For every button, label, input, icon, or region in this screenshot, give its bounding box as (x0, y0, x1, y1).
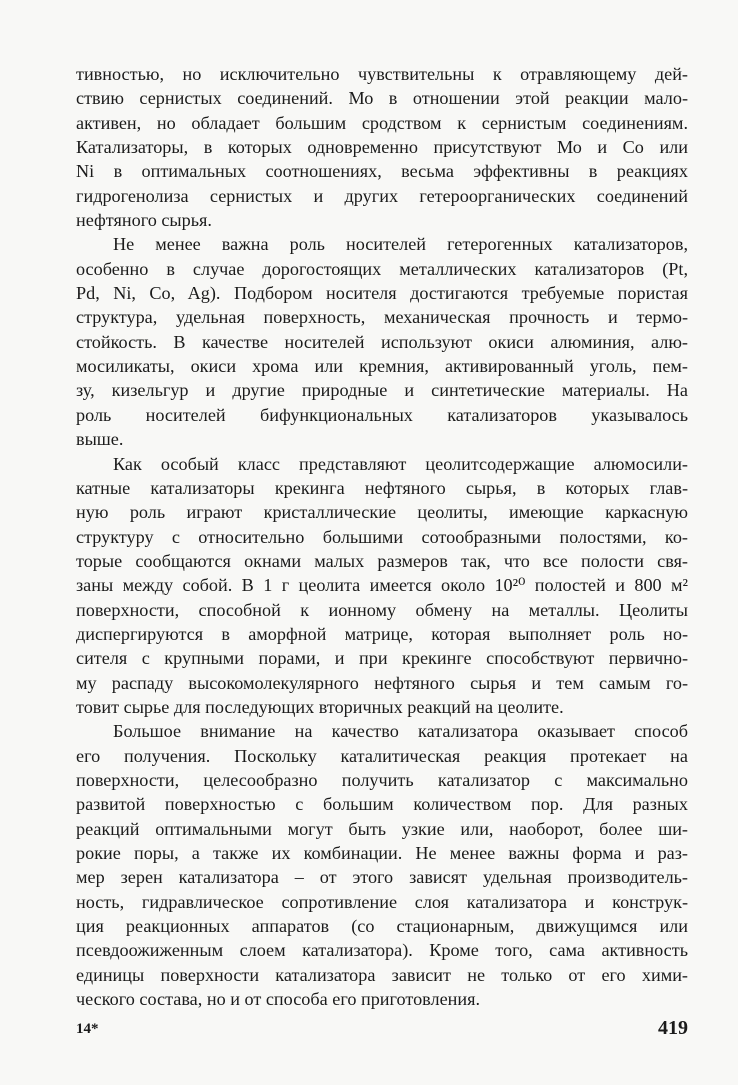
paragraph (76, 719, 688, 1011)
page-number: 419 (658, 1017, 688, 1039)
text-line: сителя с крупными порами, и при крекинге способствуют первично- (76, 648, 688, 669)
text-line: развитой поверхностью с большим количеством пор. Для разных (76, 794, 688, 815)
text-line: стойкость. В качестве носителей используют окиси алюминия, алю- (76, 331, 688, 352)
text-line: торые сообщаются окнами малых размеров так, что все полости свя- (76, 550, 688, 571)
text-line: активен, но обладает большим сродством к сернистым соединениям. (76, 112, 688, 133)
text-line: мосиликаты, окиси хрома или кремния, активированный уголь, пем- (76, 356, 688, 377)
paragraph (76, 62, 688, 232)
text-line: Большое внимание на качество катализатора оказывает способ (113, 721, 688, 742)
text-line: структура, удельная поверхность, механическая прочность и термо- (76, 307, 688, 328)
paragraph (76, 232, 688, 451)
text-line: мер зерен катализатора – от этого зависят удельная производитель- (76, 867, 688, 888)
text-line: его получения. Поскольку каталитическая реакция протекает на (76, 745, 688, 766)
text-line: поверхности, целесообразно получить катализатор с максимально (76, 769, 688, 790)
text-line: зу, кизельгур и другие природные и синтетические материалы. На (76, 380, 688, 401)
text-line: реакций оптимальными могут быть узкие или, наоборот, более ши- (76, 818, 688, 839)
text-line: тивностью, но исключительно чувствительны к отравляющему дей- (76, 64, 688, 84)
text-line: Pd, Ni, Co, Ag). Подбором носителя достигаются требуемые пористая (76, 283, 688, 304)
text-line: структуру с относительно большими сотообразными полостями, ко- (76, 526, 688, 547)
text-line: Ni в оптимальных соотношениях, весьма эффективны в реакциях (76, 161, 688, 182)
text-line: Катализаторы, в которых одновременно присутствуют Мо и Со или (76, 137, 688, 158)
text-line: катные катализаторы крекинга нефтяного сырья, в которых глав- (76, 477, 688, 498)
text-line: нефтяного сырья. (76, 210, 212, 231)
text-line: рокие поры, а также их комбинации. Не менее важны форма и раз- (76, 843, 688, 863)
text-line: ствию сернистых соединений. Мо в отношении этой реакции мало- (76, 88, 688, 109)
text-line: ческого состава, но и от способа его приготовления. (76, 989, 481, 1010)
text-line: ция реакционных аппаратов (со стационарным, движущимся или (76, 916, 688, 937)
text-line: ную роль играют кристаллические цеолиты, имеющие каркасную (76, 502, 688, 523)
text-line: товит сырье для последующих вторичных реакций на цеолите. (76, 696, 564, 717)
page-footer (76, 1019, 688, 1049)
text-line: псевдоожиженным слоем катализатора). Кроме того, сама активность (76, 940, 688, 961)
text-line: роль носителей бифункциональных катализаторов указывалось (76, 404, 688, 425)
text-line: выше. (76, 429, 124, 450)
text-line: заны между собой. В 1 г цеолита имеется около 10²⁰ полостей и 800 м² (76, 575, 688, 596)
text-line: Как особый класс представляют цеолитсодержащие алюмосили- (113, 453, 688, 474)
text-line: особенно в случае дорогостоящих металлических катализаторов (Pt, (76, 258, 688, 279)
body-text (76, 62, 688, 1011)
text-line: ность, гидравлическое сопротивление слоя катализатора и конструк- (76, 891, 688, 912)
signature-mark: 14* (76, 1021, 99, 1037)
text-line: му распаду высокомолекулярного нефтяного сырья и тем самым го- (76, 672, 688, 693)
text-line: единицы поверхности катализатора зависит не только от его хими- (76, 964, 688, 985)
text-line: Не менее важна роль носителей гетерогенных катализаторов, (113, 234, 688, 255)
text-line: гидрогенолиза сернистых и других гетероорганических соединений (76, 185, 688, 206)
paragraph (76, 452, 688, 720)
text-line: диспергируются в аморфной матрице, которая выполняет роль но- (76, 623, 688, 644)
text-line: поверхности, способной к ионному обмену на металлы. Цеолиты (76, 599, 688, 620)
